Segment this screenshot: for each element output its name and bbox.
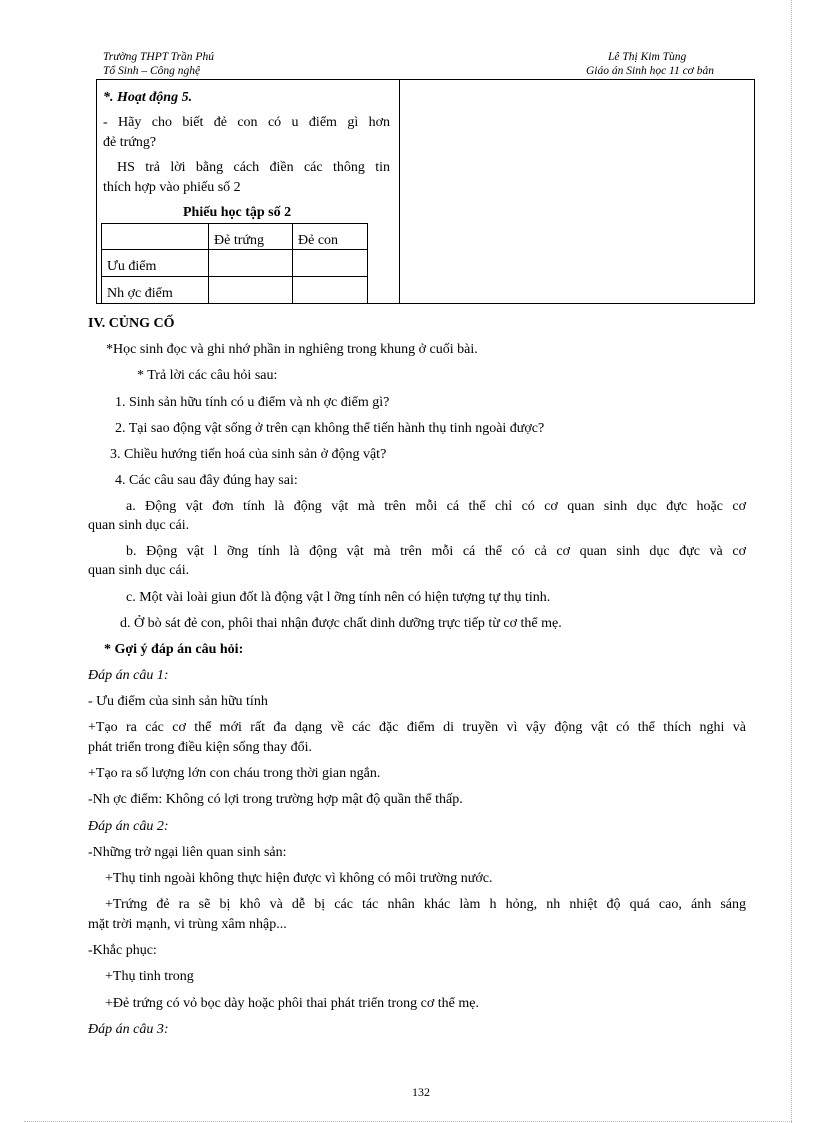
page-number: 132: [412, 1085, 430, 1099]
answers-heading: * Gợi ý đáp án câu hỏi:: [104, 642, 244, 657]
worksheet-row-disadvantage: Nh ợc điểm: [107, 286, 173, 301]
worksheet-col-line-2: [292, 223, 293, 304]
header-department: Tổ Sinh – Công nghệ: [103, 65, 201, 77]
activity-instruction-line-1: HS trả lời bằng cách điền các thông tin: [117, 160, 390, 175]
worksheet-header-lay-eggs: Đẻ trứng: [214, 233, 264, 248]
answer-1-line-4: +Tạo ra số lượng lớn con cháu trong thời gian ngắn.: [88, 766, 381, 781]
header-author: Lê Thị Kim Tùng: [608, 51, 687, 63]
answer-2-line-3: +Trứng đẻ ra sẽ bị khô và dễ bị các tác nhân khác làm h hỏng, nh nhiệt độ quá cao, ánh sáng: [105, 897, 746, 912]
page-bottom-edge: [24, 1121, 792, 1122]
activity-question-line-1: - Hãy cho biết đẻ con có u điểm gì hơn: [103, 115, 390, 130]
answer-2-line-6: +Thụ tinh trong: [105, 969, 194, 984]
answer-3-title: Đáp án câu 3:: [88, 1022, 169, 1037]
activity-column-divider: [399, 79, 400, 304]
section-heading: IV. CỦNG CỐ: [88, 316, 175, 331]
answer-1-title: Đáp án câu 1:: [88, 668, 169, 683]
page-right-edge: [791, 0, 792, 1123]
statement-a-line-1: a. Động vật đơn tính là động vật mà trên mỗi cá thể chỉ có cơ quan sinh dục đực hoặc cơ: [126, 499, 746, 514]
answer-2-line-4: mặt trời mạnh, vi trùng xâm nhập...: [88, 917, 287, 932]
answer-2-line-2: +Thụ tinh ngoài không thực hiện được vì không có môi trường nước.: [105, 871, 493, 886]
statement-d: d. Ở bò sát đẻ con, phôi thai nhận được chất dinh dưỡng trực tiếp từ cơ thể mẹ.: [120, 616, 562, 631]
question-1: 1. Sinh sản hữu tính có u điểm và nh ợc điểm gì?: [115, 395, 390, 410]
answer-prompt: * Trả lời các câu hỏi sau:: [137, 368, 278, 383]
answer-1-line-3: phát triển trong điều kiện sống thay đổi.: [88, 740, 312, 755]
worksheet-row-line-1: [101, 249, 368, 250]
statement-c: c. Một vài loài giun đốt là động vật l ỡng tính nên có hiện tượng tự thụ tinh.: [126, 590, 551, 605]
question-4: 4. Các câu sau đây đúng hay sai:: [115, 473, 298, 488]
section-intro: *Học sinh đọc và ghi nhớ phần in nghiêng trong khung ở cuối bài.: [106, 342, 478, 357]
activity-title: *. Hoạt động 5.: [103, 90, 193, 105]
header-subject: Giáo án Sinh học 11 cơ bản: [586, 65, 714, 77]
answer-1-line-2: +Tạo ra các cơ thể mới rất đa dạng về các đặc điểm di truyền vì vậy động vật có thể thích nghi và: [88, 720, 746, 735]
answer-2-line-5: -Khắc phục:: [88, 943, 157, 958]
statement-b-line-1: b. Động vật l ỡng tính là động vật mà trên mỗi cá thể có cả cơ quan sinh dục đực và cơ: [126, 544, 746, 559]
answer-2-title: Đáp án câu 2:: [88, 819, 169, 834]
activity-question-line-2: đẻ trứng?: [103, 135, 157, 150]
answer-1-line-5: -Nh ợc điểm: Không có lợi trong trường hợp mật độ quần thể thấp.: [88, 792, 463, 807]
answer-2-line-1: -Những trở ngại liên quan sinh sản:: [88, 845, 287, 860]
activity-instruction-line-2: thích hợp vào phiếu số 2: [103, 180, 241, 195]
statement-b-line-2: quan sinh dục cái.: [88, 563, 190, 578]
statement-a-line-2: quan sinh dục cái.: [88, 518, 190, 533]
answer-2-line-7: +Đẻ trứng có vỏ bọc dày hoặc phôi thai phát triển trong cơ thể mẹ.: [105, 996, 479, 1011]
worksheet-header-live-birth: Đẻ con: [298, 233, 339, 248]
worksheet-row-advantage: Ưu điểm: [107, 259, 157, 274]
worksheet-col-line-1: [208, 223, 209, 304]
question-3: 3. Chiều hướng tiến hoá của sinh sản ở động vật?: [110, 447, 387, 462]
answer-1-line-1: - Ưu điểm của sinh sản hữu tính: [88, 694, 268, 709]
header-school: Trường THPT Trần Phú: [103, 51, 214, 63]
worksheet-row-line-2: [101, 276, 368, 277]
question-2: 2. Tại sao động vật sống ở trên cạn không thể tiến hành thụ tinh ngoài được?: [115, 421, 545, 436]
worksheet-title: Phiếu học tập số 2: [183, 205, 292, 220]
